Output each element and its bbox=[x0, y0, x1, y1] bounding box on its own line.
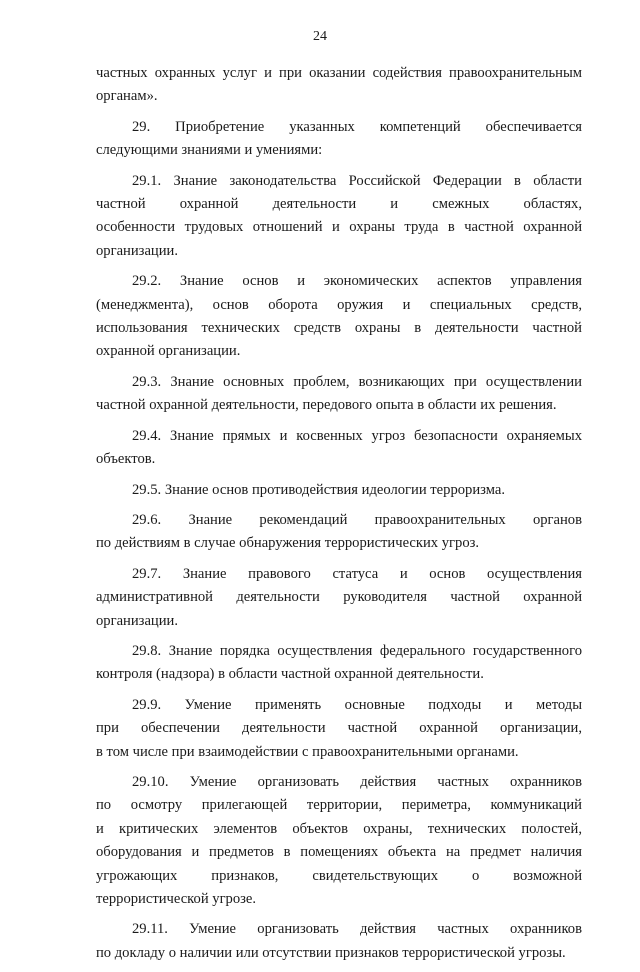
text-line: 29.10. Умение организовать действия частных охранников bbox=[132, 773, 582, 790]
paragraph bbox=[96, 563, 582, 633]
paragraph bbox=[96, 771, 582, 911]
text-line: использования технических средств охраны в деятельности частной bbox=[96, 320, 582, 337]
text-line: и критических элементов объектов охраны, технических полостей, bbox=[96, 820, 582, 837]
text-line: оборудования и предметов в помещениях объекта на предмет наличия bbox=[96, 844, 582, 861]
text-line: частных охранных услуг и при оказании содействия правоохранительным bbox=[96, 65, 582, 81]
text-line: организации. bbox=[96, 242, 178, 259]
paragraph bbox=[96, 918, 582, 965]
text-line: 29.7. Знание правового статуса и основ осуществления bbox=[132, 565, 582, 582]
text-line: 29.1. Знание законодательства Российской Федерации в области bbox=[132, 172, 582, 189]
text-line: контроля (надзора) в области частной охранной деятельности. bbox=[96, 666, 484, 683]
text-line: объектов. bbox=[96, 451, 156, 468]
text-line: 29. Приобретение указанных компетенций обеспечивается bbox=[132, 118, 582, 135]
paragraph bbox=[96, 371, 582, 418]
text-line: особенности трудовых отношений и охраны труда в частной охранной bbox=[96, 219, 582, 236]
text-line: 29.5. Знание основ противодействия идеологии терроризма. bbox=[132, 481, 505, 498]
text-line: по осмотру прилегающей территории, периметра, коммуникаций bbox=[96, 797, 582, 814]
text-line: в том числе при взаимодействии с правоохранительными органами. bbox=[96, 743, 519, 760]
text-line: 29.11. Умение организовать действия частных охранников bbox=[132, 921, 582, 938]
paragraph bbox=[96, 170, 582, 264]
paragraph bbox=[96, 62, 582, 109]
text-line: административной деятельности руководителя частной охранной bbox=[96, 589, 582, 606]
paragraph bbox=[96, 425, 582, 472]
text-line: 29.3. Знание основных проблем, возникающих при осуществлении bbox=[132, 373, 582, 390]
paragraph bbox=[96, 694, 582, 764]
text-line: частной охранной деятельности и смежных областях, bbox=[96, 196, 582, 213]
paragraph bbox=[96, 270, 582, 364]
text-line: следующими знаниями и умениями: bbox=[96, 142, 323, 159]
text-line: 29.9. Умение применять основные подходы и методы bbox=[132, 696, 582, 713]
paragraph bbox=[96, 509, 582, 556]
text-line: органам». bbox=[96, 88, 158, 105]
body-text bbox=[96, 62, 582, 972]
text-line: 29.8. Знание порядка осуществления федерального государственного bbox=[132, 642, 582, 659]
text-line: частной охранной деятельности, передового опыта в области их решения. bbox=[96, 397, 557, 414]
text-line: (менеджмента), основ оборота оружия и специальных средств, bbox=[96, 296, 582, 313]
paragraph bbox=[96, 116, 582, 163]
paragraph bbox=[96, 640, 582, 687]
text-line: 29.4. Знание прямых и косвенных угроз безопасности охраняемых bbox=[132, 427, 582, 444]
page-number: 24 bbox=[313, 29, 327, 44]
text-line: 29.2. Знание основ и экономических аспектов управления bbox=[132, 273, 582, 290]
text-line: при обеспечении деятельности частной охранной организации, bbox=[96, 720, 582, 737]
text-line: 29.6. Знание рекомендаций правоохранительных органов bbox=[132, 511, 582, 528]
text-line: охранной организации. bbox=[96, 343, 241, 360]
text-line: организации. bbox=[96, 612, 178, 629]
text-line: по действиям в случае обнаружения террористических угроз. bbox=[96, 535, 480, 552]
paragraph bbox=[96, 479, 582, 502]
text-line: угрожающих признаков, свидетельствующих о возможной bbox=[96, 867, 582, 884]
text-line: по докладу о наличии или отсутствии признаков террористической угрозы. bbox=[96, 944, 566, 961]
text-line: террористической угрозе. bbox=[96, 891, 257, 907]
